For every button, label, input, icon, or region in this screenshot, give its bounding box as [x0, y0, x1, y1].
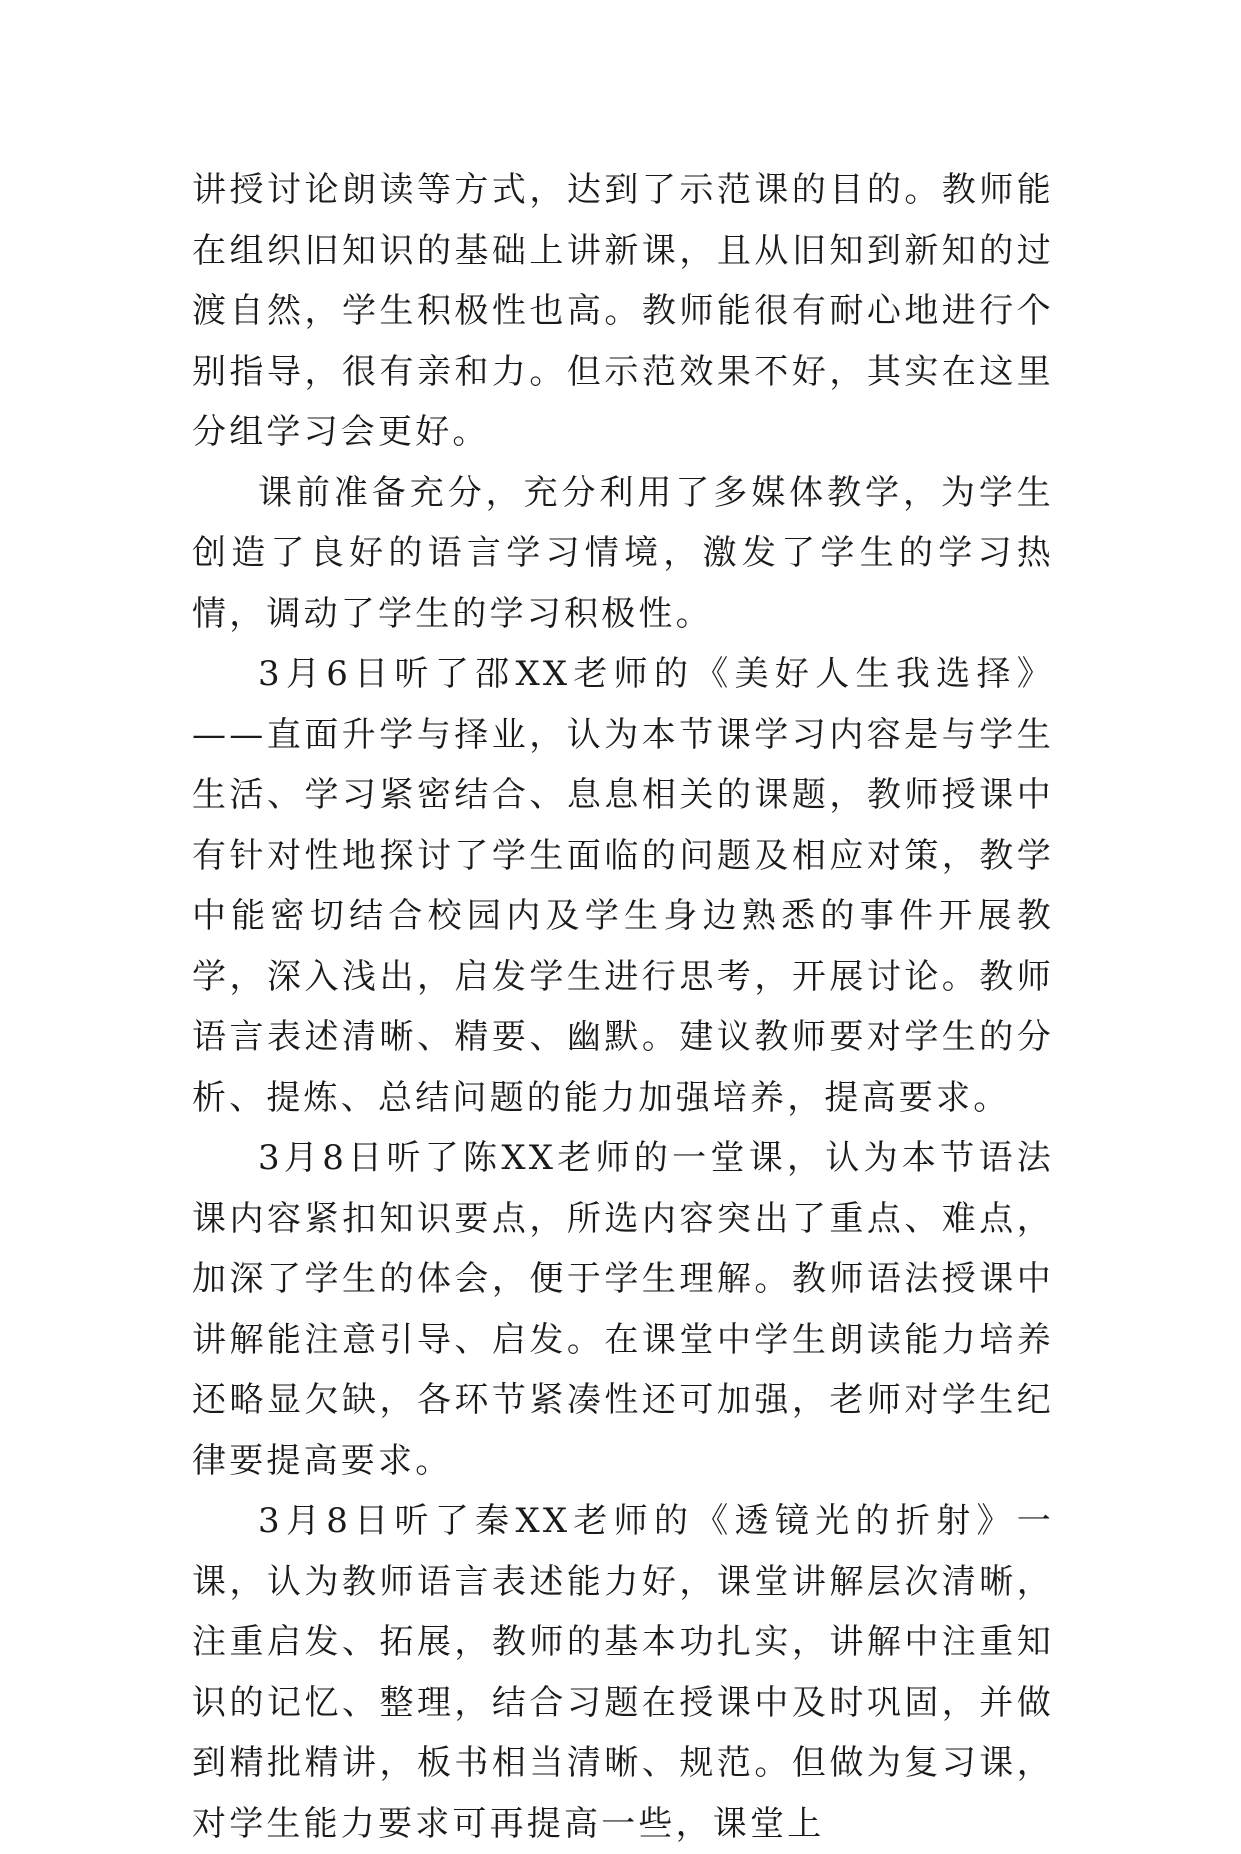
paragraph-5: 3月8日听了秦XX老师的《透镜光的折射》一课，认为教师语言表述能力好，课堂讲解层次清晰，注重启发、拓展，教师的基本功扎实，讲解中注重知识的记忆、整理，结合习题在授课中及时巩固，并做到精批精讲，板书相当清晰、规范。但做为复习课，对学生能力要求可再提高一些，课堂上: [192, 1501, 1054, 1844]
paragraph-1: 讲授讨论朗读等方式，达到了示范课的目的。教师能在组织旧知识的基础上讲新课，且从旧知到新知的过渡自然，学生积极性也高。教师能很有耐心地进行个别指导，很有亲和力。但示范效果不好，其实在这里分组学习会更好。: [192, 170, 1054, 452]
document-body: [192, 160, 1054, 1854]
paragraph-4: 3月8日听了陈XX老师的一堂课，认为本节语法课内容紧扣知识要点，所选内容突出了重点、难点，加深了学生的体会，便于学生理解。教师语法授课中讲解能注意引导、启发。在课堂中学生朗读能力培养还略显欠缺，各环节紧凑性还可加强，老师对学生纪律要提高要求。: [192, 1138, 1054, 1481]
paragraph-2: 课前准备充分，充分利用了多媒体教学，为学生创造了良好的语言学习情境，激发了学生的学习热情，调动了学生的学习积极性。: [192, 472, 1054, 634]
paragraph-3: 3月6日听了邵XX老师的《美好人生我选择》——直面升学与择业，认为本节课学习内容是与学生生活、学习紧密结合、息息相关的课题，教师授课中有针对性地探讨了学生面临的问题及相应对策，教学中能密切结合校园内及学生身边熟悉的事件开展教学，深入浅出，启发学生进行思考，开展讨论。教师语言表述清晰、精要、幽默。建议教师要对学生的分析、提炼、总结问题的能力加强培养，提高要求。: [192, 654, 1054, 1118]
